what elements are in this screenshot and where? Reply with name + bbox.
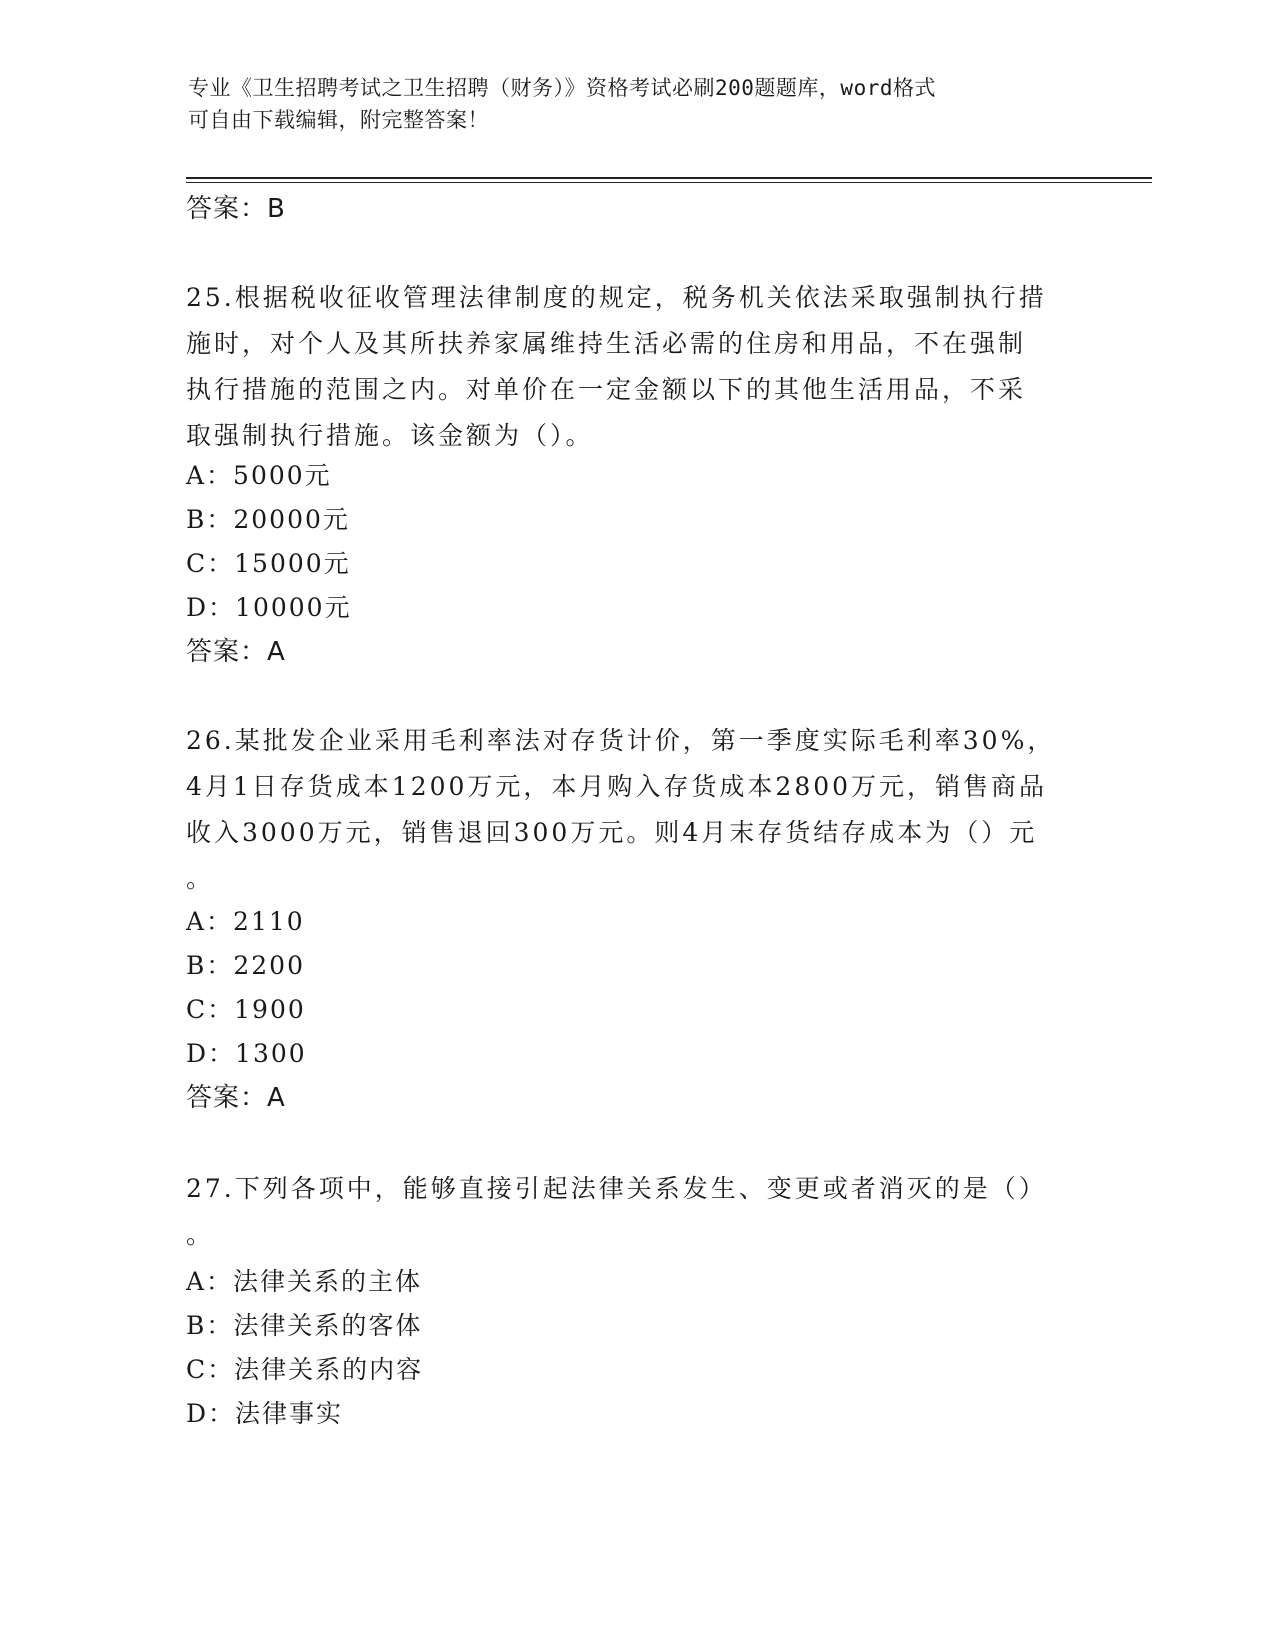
- option-a: A：5000元: [186, 461, 332, 490]
- question-stem-25: [186, 275, 1066, 459]
- header-divider: [186, 177, 1152, 179]
- option-d: D：10000元: [186, 593, 352, 622]
- question-stem-27: [186, 1166, 1066, 1258]
- document-header: [188, 72, 1088, 136]
- option-c: C：15000元: [186, 549, 351, 578]
- stem-line: 。: [186, 864, 215, 893]
- answer-26: 答案：A: [186, 1083, 286, 1113]
- stem-line: 执行措施的范围之内。对单价在一定金额以下的其他生活用品，不采: [186, 375, 1027, 404]
- option-d: D：1300: [186, 1039, 307, 1068]
- option-b: B：2200: [186, 951, 305, 980]
- header-line-1: 专业《卫生招聘考试之卫生招聘（财务）》资格考试必刷200题题库，word格式: [188, 76, 936, 100]
- stem-line: 取强制执行措施。该金额为（）。: [186, 421, 594, 450]
- answer-25: 答案：A: [186, 637, 286, 667]
- stem-line: 27.下列各项中，能够直接引起法律关系发生、变更或者消灭的是（）: [186, 1174, 1047, 1203]
- option-a: A：法律关系的主体: [186, 1267, 423, 1296]
- header-line-2: 可自由下载编辑，附完整答案！: [188, 108, 489, 132]
- option-b: B：20000元: [186, 505, 350, 534]
- stem-line: 。: [186, 1220, 215, 1249]
- stem-line: 25.根据税收征收管理法律制度的规定，税务机关依法采取强制执行措: [186, 283, 1047, 312]
- stem-line: 4月1日存货成本1200万元，本月购入存货成本2800万元，销售商品: [186, 772, 1048, 801]
- answer-previous: 答案：B: [186, 194, 286, 224]
- question-stem-26: [186, 718, 1066, 902]
- option-b: B：法律关系的客体: [186, 1311, 423, 1340]
- option-c: C：1900: [186, 995, 306, 1024]
- stem-line: 施时，对个人及其所扶养家属维持生活必需的住房和用品，不在强制: [186, 329, 1027, 358]
- header-divider-thin: [186, 182, 1152, 183]
- stem-line: 收入3000万元，销售退回300万元。则4月末存货结存成本为（）元: [186, 818, 1038, 847]
- stem-line: 26.某批发企业采用毛利率法对存货计价，第一季度实际毛利率30%，: [186, 726, 1056, 755]
- option-d: D：法律事实: [186, 1399, 344, 1428]
- option-a: A：2110: [186, 907, 305, 936]
- option-c: C：法律关系的内容: [186, 1355, 424, 1384]
